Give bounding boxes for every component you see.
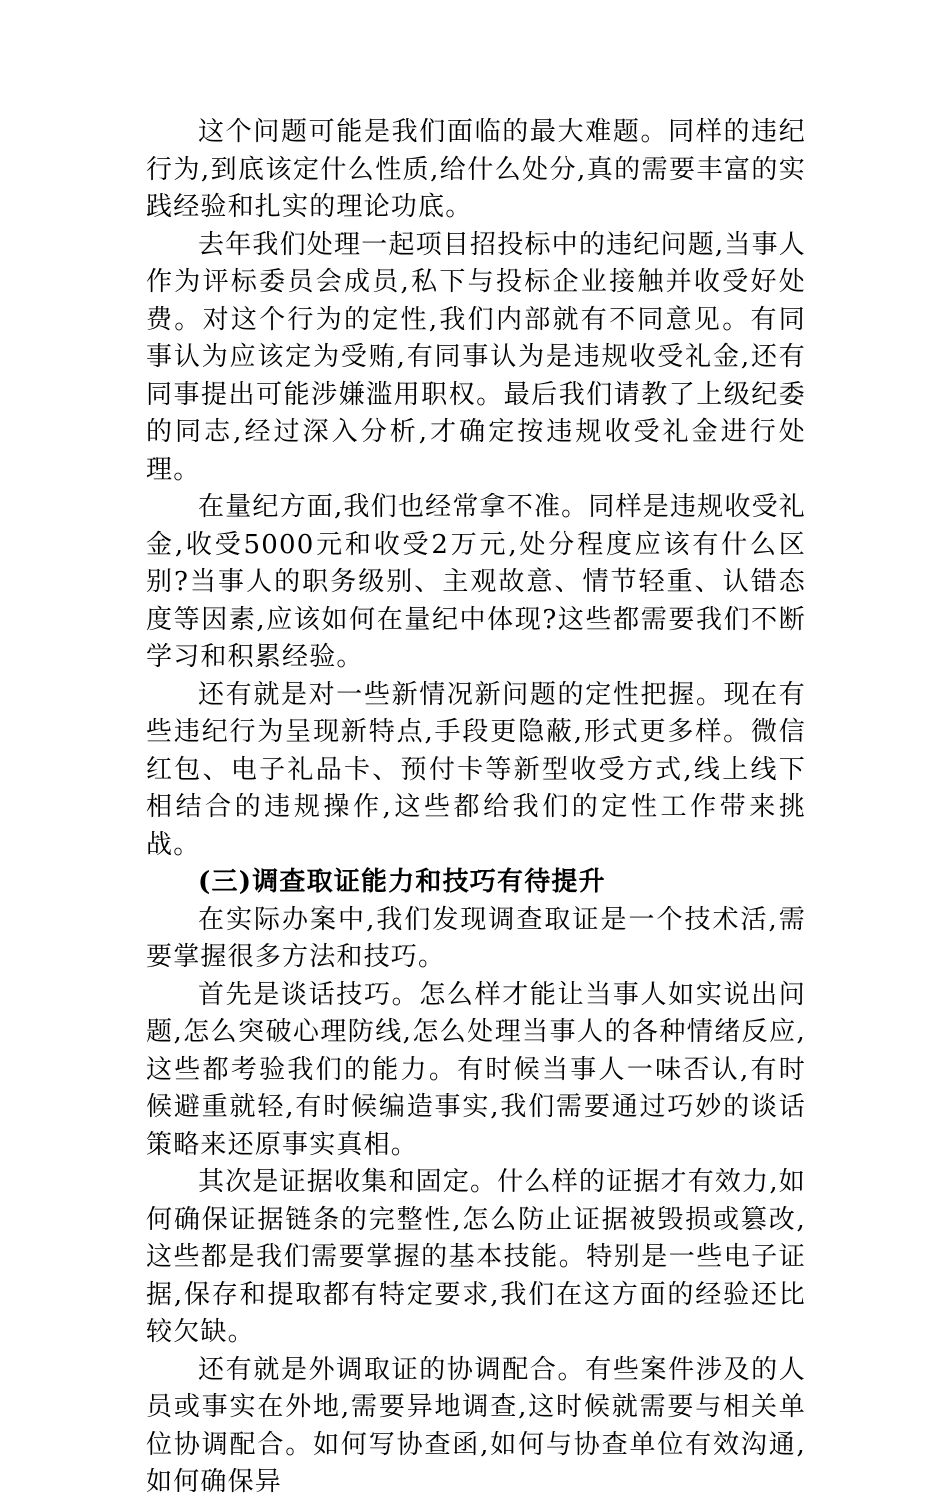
- paragraph-2: 去年我们处理一起项目招投标中的违纪问题,当事人作为评标委员会成员,私下与投标企业接触并收受好处费。对这个行为的定性,我们内部就有不同意见。有同事认为应该定为受贿,有同事认为是违规收受礼金,还有同事提出可能涉嫌滥用职权。最后我们请教了上级纪委的同志,经过深入分析,才确定按违规收受礼金进行处理。: [146, 229, 806, 485]
- section-heading: (三)调查取证能力和技巧有待提升: [198, 867, 606, 897]
- paragraph-5: 在实际办案中,我们发现调查取证是一个技术活,需要掌握很多方法和技巧。: [146, 904, 806, 972]
- paragraph-8: 还有就是外调取证的协调配合。有些案件涉及的人员或事实在外地,需要异地调查,这时候就需要与相关单位协调配合。如何写协查函,如何与协查单位有效沟通,如何确保异: [146, 1354, 806, 1497]
- paragraph-7: 其次是证据收集和固定。什么样的证据才有效力,如何确保证据链条的完整性,怎么防止证据被毁损或篡改,这些都是我们需要掌握的基本技能。特别是一些电子证据,保存和提取都有特定要求,我们在这方面的经验还比较欠缺。: [146, 1167, 806, 1347]
- paragraph-3: 在量纪方面,我们也经常拿不准。同样是违规收受礼金,收受5000元和收受2万元,处分程度应该有什么区别?当事人的职务级别、主观故意、情节轻重、认错态度等因素,应该如何在量纪中体现?这些都需要我们不断学习和积累经验。: [146, 492, 806, 672]
- paragraph-4: 还有就是对一些新情况新问题的定性把握。现在有些违纪行为呈现新特点,手段更隐蔽,形式更多样。微信红包、电子礼品卡、预付卡等新型收受方式,线上线下相结合的违规操作,这些都给我们的定性工作带来挑战。: [146, 679, 806, 860]
- paragraph-1: 这个问题可能是我们面临的最大难题。同样的违纪行为,到底该定什么性质,给什么处分,真的需要丰富的实践经验和扎实的理论功底。: [146, 117, 806, 222]
- document-body: [146, 114, 806, 1502]
- paragraph-6: 首先是谈话技巧。怎么样才能让当事人如实说出问题,怎么突破心理防线,怎么处理当事人的各种情绪反应,这些都考验我们的能力。有时候当事人一味否认,有时候避重就轻,有时候编造事实,我们需要通过巧妙的谈话策略来还原事实真相。: [146, 979, 806, 1160]
